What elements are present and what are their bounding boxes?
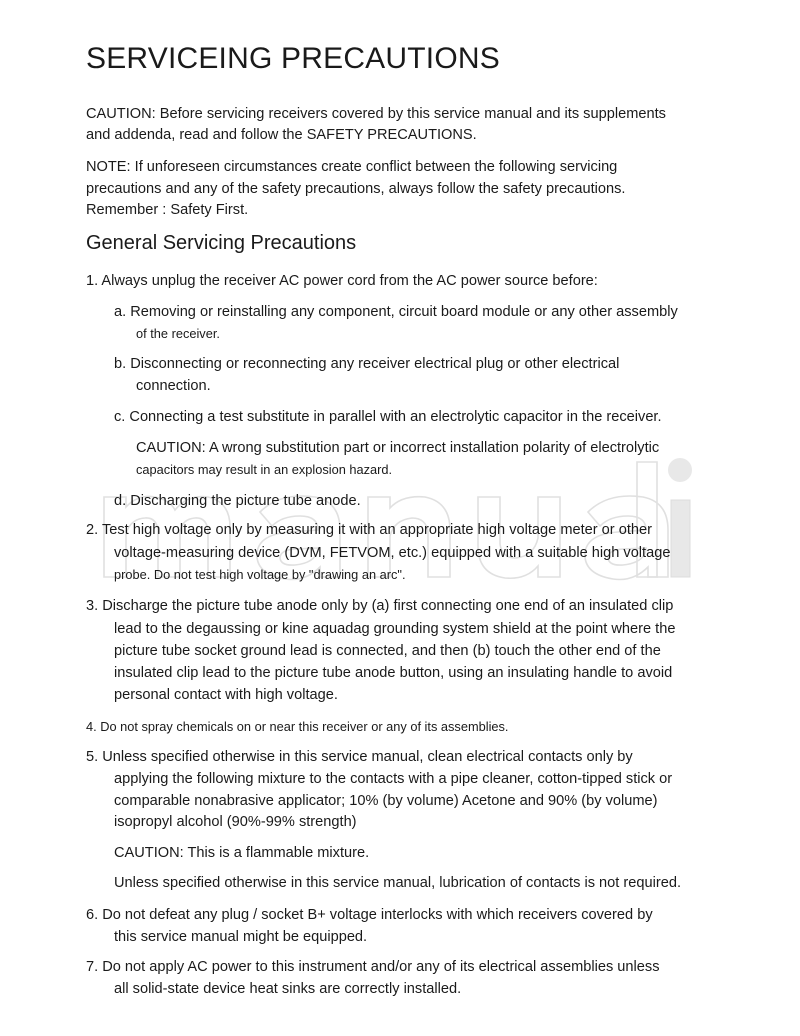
page-title: SERVICEING PRECAUTIONS [86,42,500,75]
lubrication-note: Unless specified otherwise in this service manual, lubrication of contacts is not required. [114,875,681,891]
note-line-3: Remember : Safety First. [86,202,249,218]
list-item-4: 4. Do not spray chemicals on or near this receiver or any of its assemblies. [86,719,509,734]
list-item-5: 5. Unless specified otherwise in this service manual, clean electrical contacts only by [86,749,633,765]
sub-item-d: d. Discharging the picture tube anode. [114,493,361,509]
list-item-2-cont-2: probe. Do not test high voltage by "drawing an arc". [114,567,406,582]
caution-intro-line-2: and addenda, read and follow the SAFETY PRECAUTIONS. [86,127,477,143]
note-line-2: precautions and any of the safety precautions, always follow the safety precautions. [86,181,626,197]
caution-intro-line-1: CAUTION: Before servicing receivers covered by this service manual and its supplements [86,106,666,122]
list-item-6-cont: this service manual might be equipped. [114,929,368,945]
list-item-2-cont-1: voltage-measuring device (DVM, FETVOM, etc.) equipped with a suitable high voltage [114,545,671,561]
section-heading: General Servicing Precautions [86,232,357,254]
list-item-2: 2. Test high voltage only by measuring it with an appropriate high voltage meter or other [86,522,652,538]
capacitor-caution-line-1: CAUTION: A wrong substitution part or incorrect installation polarity of electrolytic [136,440,660,456]
list-item-5-cont-1: applying the following mixture to the contacts with a pipe cleaner, cotton-tipped stick or [114,771,673,787]
list-item-3-cont-3: insulated clip lead to the picture tube anode button, using an insulating handle to avoid [114,665,673,681]
flammable-caution: CAUTION: This is a flammable mixture. [114,845,370,861]
list-item-3-cont-4: personal contact with high voltage. [114,687,338,703]
list-item-7: 7. Do not apply AC power to this instrument and/or any of its electrical assemblies unless [86,959,660,975]
sub-item-b: b. Disconnecting or reconnecting any receiver electrical plug or other electrical [114,356,620,372]
sub-item-a-cont: of the receiver. [136,326,220,341]
capacitor-caution-line-2: capacitors may result in an explosion hazard. [136,462,393,477]
sub-item-c: c. Connecting a test substitute in parallel with an electrolytic capacitor in the receiver. [114,409,662,425]
list-item-1: 1. Always unplug the receiver AC power cord from the AC power source before: [86,273,598,289]
list-item-6: 6. Do not defeat any plug / socket B+ voltage interlocks with which receivers covered by [86,907,653,923]
list-item-5-cont-2: comparable nonabrasive applicator; 10% (by volume) Acetone and 90% (by volume) [114,793,658,809]
list-item-7-cont: all solid-state device heat sinks are correctly installed. [114,981,462,997]
list-item-5-cont-3: isopropyl alcohol (90%-99% strength) [114,814,357,830]
sub-item-a: a. Removing or reinstalling any component, circuit board module or any other assembly [114,304,678,320]
note-line-1: NOTE: If unforeseen circumstances create conflict between the following servicing [86,159,618,175]
sub-item-b-cont: connection. [136,378,211,394]
list-item-3: 3. Discharge the picture tube anode only by (a) first connecting one end of an insulated clip [86,598,674,614]
list-item-3-cont-2: picture tube socket ground lead is connected, and then (b) touch the other end of the [114,643,661,659]
list-item-3-cont-1: lead to the degaussing or kine aquadag grounding system shield at the point where the [114,621,676,637]
